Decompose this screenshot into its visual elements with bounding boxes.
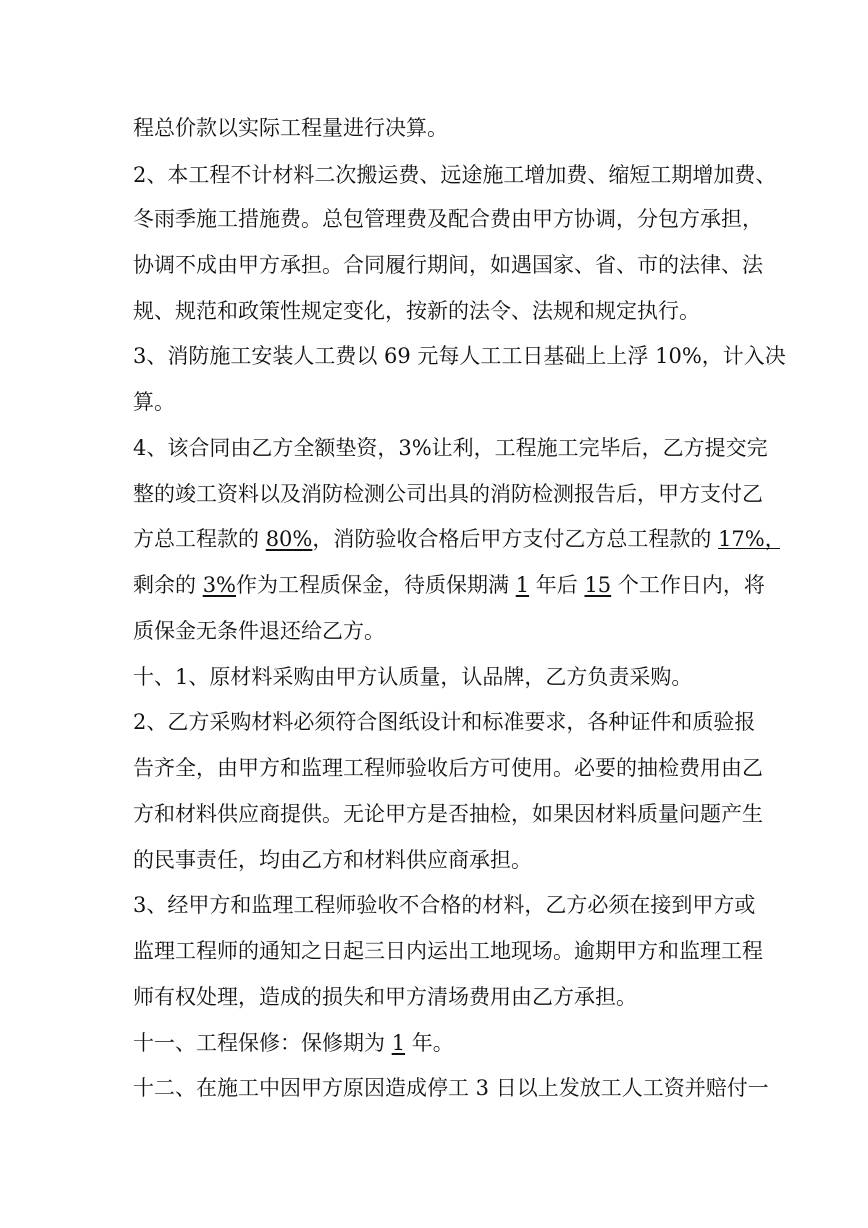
- text-run: ，消防验收合格后甲方支付乙方总工程款的: [312, 527, 719, 551]
- text-line: [133, 936, 763, 966]
- underlined-value: 15: [584, 573, 612, 597]
- text-run: 十二、在施工中因甲方原因造成停工 3 日以上发放工人工资并赔付一: [133, 1076, 769, 1100]
- text-line: [133, 707, 755, 737]
- text-run: 3、经甲方和监理工程师验收不合格的材料，乙方必须在接到甲方或: [133, 893, 756, 917]
- text-run: 十、1、原材料采购由甲方认质量，认品牌，乙方负责采购。: [133, 665, 693, 689]
- text-run: 的民事责任，均由乙方和材料供应商承担。: [133, 848, 532, 872]
- text-run: 3、消防施工安装人工费以 69 元每人工工日基础上上浮 10%，计入决: [133, 344, 786, 368]
- text-line: [133, 160, 776, 190]
- text-line: [133, 616, 385, 646]
- underlined-value: 1: [515, 573, 530, 597]
- text-run: 方和材料供应商提供。无论甲方是否抽检，如果因材料质量问题产生: [133, 802, 763, 826]
- text-run: 十一、工程保修：保修期为: [133, 1031, 392, 1055]
- text-run: 年。: [405, 1031, 454, 1055]
- text-run: 告齐全，由甲方和监理工程师验收后方可使用。必要的抽检费用由乙: [133, 756, 763, 780]
- text-run: 质保金无条件退还给乙方。: [133, 619, 385, 643]
- underlined-value: 80%: [265, 527, 313, 551]
- text-line: [133, 524, 786, 554]
- text-run: 算。: [133, 390, 175, 414]
- text-run: 2、本工程不计材料二次搬运费、远途施工增加费、缩短工期增加费、: [133, 163, 777, 187]
- text-run: 冬雨季施工措施费。总包管理费及配合费由甲方协调，分包方承担，: [133, 207, 763, 231]
- underlined-value: 1: [391, 1031, 406, 1055]
- text-line: [133, 982, 637, 1012]
- text-run: 4、该合同由乙方全额垫资，3%让利，工程施工完毕后，乙方提交完: [133, 436, 768, 460]
- text-line: [133, 570, 765, 600]
- text-line: [133, 753, 763, 783]
- text-run: 规、规范和政策性规定变化，按新的法令、法规和规定执行。: [133, 299, 700, 323]
- text-line: [133, 341, 786, 371]
- text-line: [133, 890, 755, 920]
- text-line: [133, 204, 763, 234]
- text-run: 作为工程质保金，待质保期满: [236, 573, 516, 597]
- text-line: [133, 1028, 454, 1058]
- text-run: 监理工程师的通知之日起三日内运出工地现场。逾期甲方和监理工程: [133, 939, 763, 963]
- text-line: [133, 799, 763, 829]
- text-line: [133, 113, 448, 143]
- text-line: [133, 296, 700, 326]
- text-run: 年后: [529, 573, 585, 597]
- text-run: 师有权处理，造成的损失和甲方清场费用由乙方承担。: [133, 985, 637, 1009]
- underlined-value: 17%，: [718, 527, 786, 551]
- text-line: [133, 250, 763, 280]
- text-run: 2、乙方采购材料必须符合图纸设计和标准要求，各种证件和质验报: [133, 710, 756, 734]
- text-line: [133, 845, 532, 875]
- text-line: [133, 387, 175, 417]
- text-run: 个工作日内，将: [611, 573, 765, 597]
- text-run: 方总工程款的: [133, 527, 266, 551]
- text-line: [133, 479, 763, 509]
- underlined-value: 3%: [202, 573, 237, 597]
- text-line: [133, 1073, 769, 1103]
- text-run: 协调不成由甲方承担。合同履行期间，如遇国家、省、市的法律、法: [133, 253, 763, 277]
- text-run: 程总价款以实际工程量进行决算。: [133, 116, 448, 140]
- text-run: 剩余的: [133, 573, 203, 597]
- text-line: [133, 662, 692, 692]
- text-line: [133, 433, 768, 463]
- text-run: 整的竣工资料以及消防检测公司出具的消防检测报告后，甲方支付乙: [133, 482, 763, 506]
